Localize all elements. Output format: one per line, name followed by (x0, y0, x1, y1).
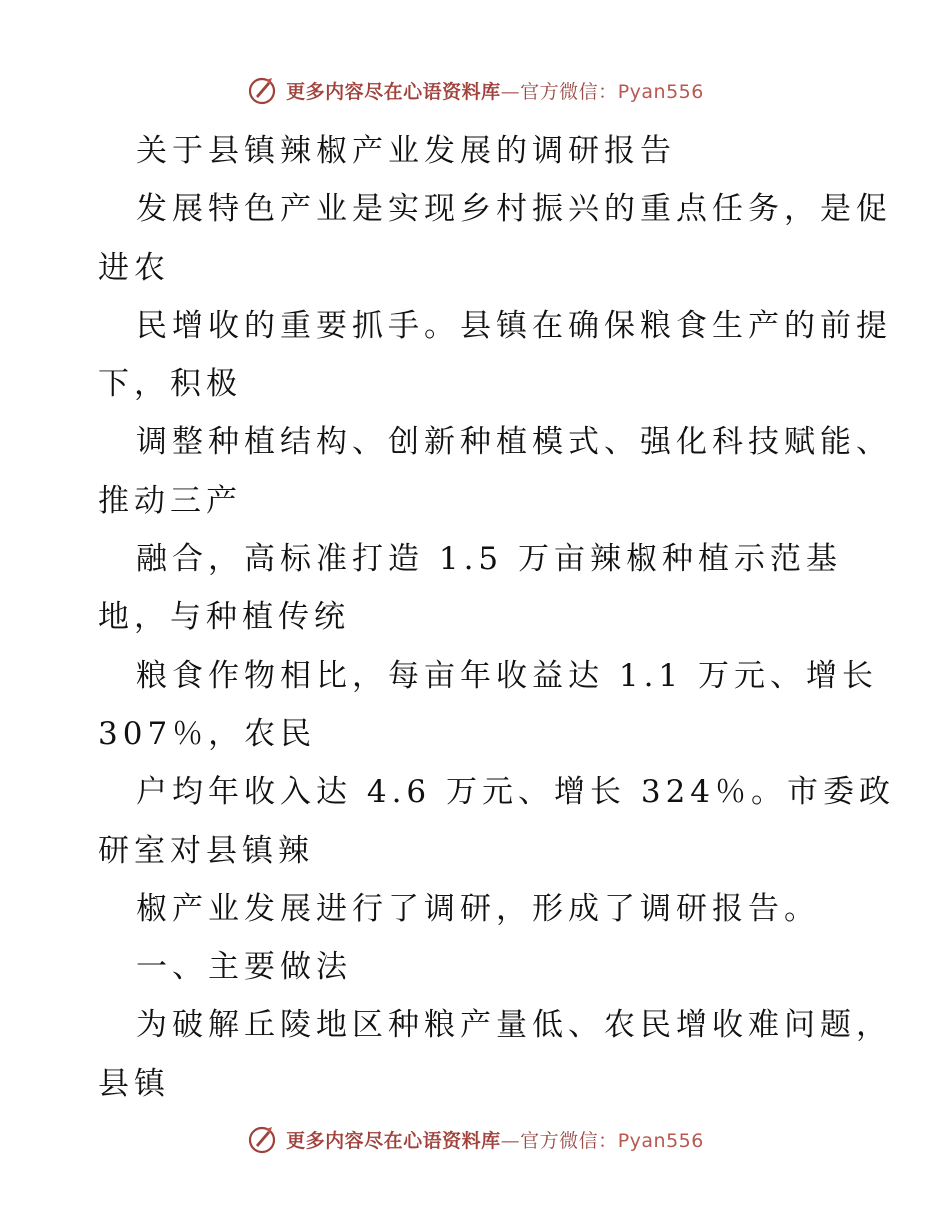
doc-line: 调整种植结构、创新种植模式、强化科技赋能、 (136, 424, 892, 461)
watermark-banner-bottom (0, 1119, 950, 1159)
section-heading: 一、主要做法 (136, 949, 352, 986)
doc-line: 发展特色产业是实现乡村振兴的重点任务，是促 (136, 191, 892, 228)
quill-seal-icon (246, 1123, 278, 1155)
doc-line: 推动三产 (98, 482, 242, 519)
watermark-wechat-id: Pyan556 (617, 80, 704, 103)
doc-line: 粮食作物相比，每亩年收益达 1.1 万元、增长 (136, 657, 879, 694)
watermark-wechat-id: Pyan556 (617, 1129, 704, 1152)
watermark-text (286, 1126, 704, 1153)
watermark-separator: — (500, 1129, 521, 1152)
doc-line: 307％，农民 (98, 715, 317, 752)
watermark-separator: — (500, 80, 521, 103)
doc-line: 椒产业发展进行了调研，形成了调研报告。 (136, 890, 820, 927)
doc-line: 研室对县镇辣 (98, 832, 314, 869)
doc-line: 户均年收入达 4.6 万元、增长 324％。市委政 (136, 774, 896, 811)
watermark-brand: 更多内容尽在心语资料库 (286, 1129, 501, 1152)
doc-line: 进农 (98, 249, 170, 286)
doc-line: 为破解丘陵地区种粮产量低、农民增收难问题， (136, 1007, 892, 1044)
doc-line: 地，与种植传统 (98, 599, 350, 636)
watermark-wechat-label: 官方微信： (520, 80, 618, 103)
doc-line: 下，积极 (98, 366, 242, 403)
doc-line: 民增收的重要抓手。县镇在确保粮食生产的前提 (136, 307, 892, 344)
doc-title: 关于县镇辣椒产业发展的调研报告 (136, 133, 676, 169)
document-body (98, 122, 896, 1113)
watermark-banner-top (0, 70, 950, 110)
watermark-wechat-label: 官方微信： (520, 1129, 618, 1152)
doc-line: 县镇 (98, 1065, 170, 1102)
doc-line: 融合，高标准打造 1.5 万亩辣椒种植示范基 (136, 541, 843, 578)
quill-seal-icon (246, 74, 278, 106)
watermark-brand: 更多内容尽在心语资料库 (286, 80, 501, 103)
watermark-text (286, 77, 704, 104)
